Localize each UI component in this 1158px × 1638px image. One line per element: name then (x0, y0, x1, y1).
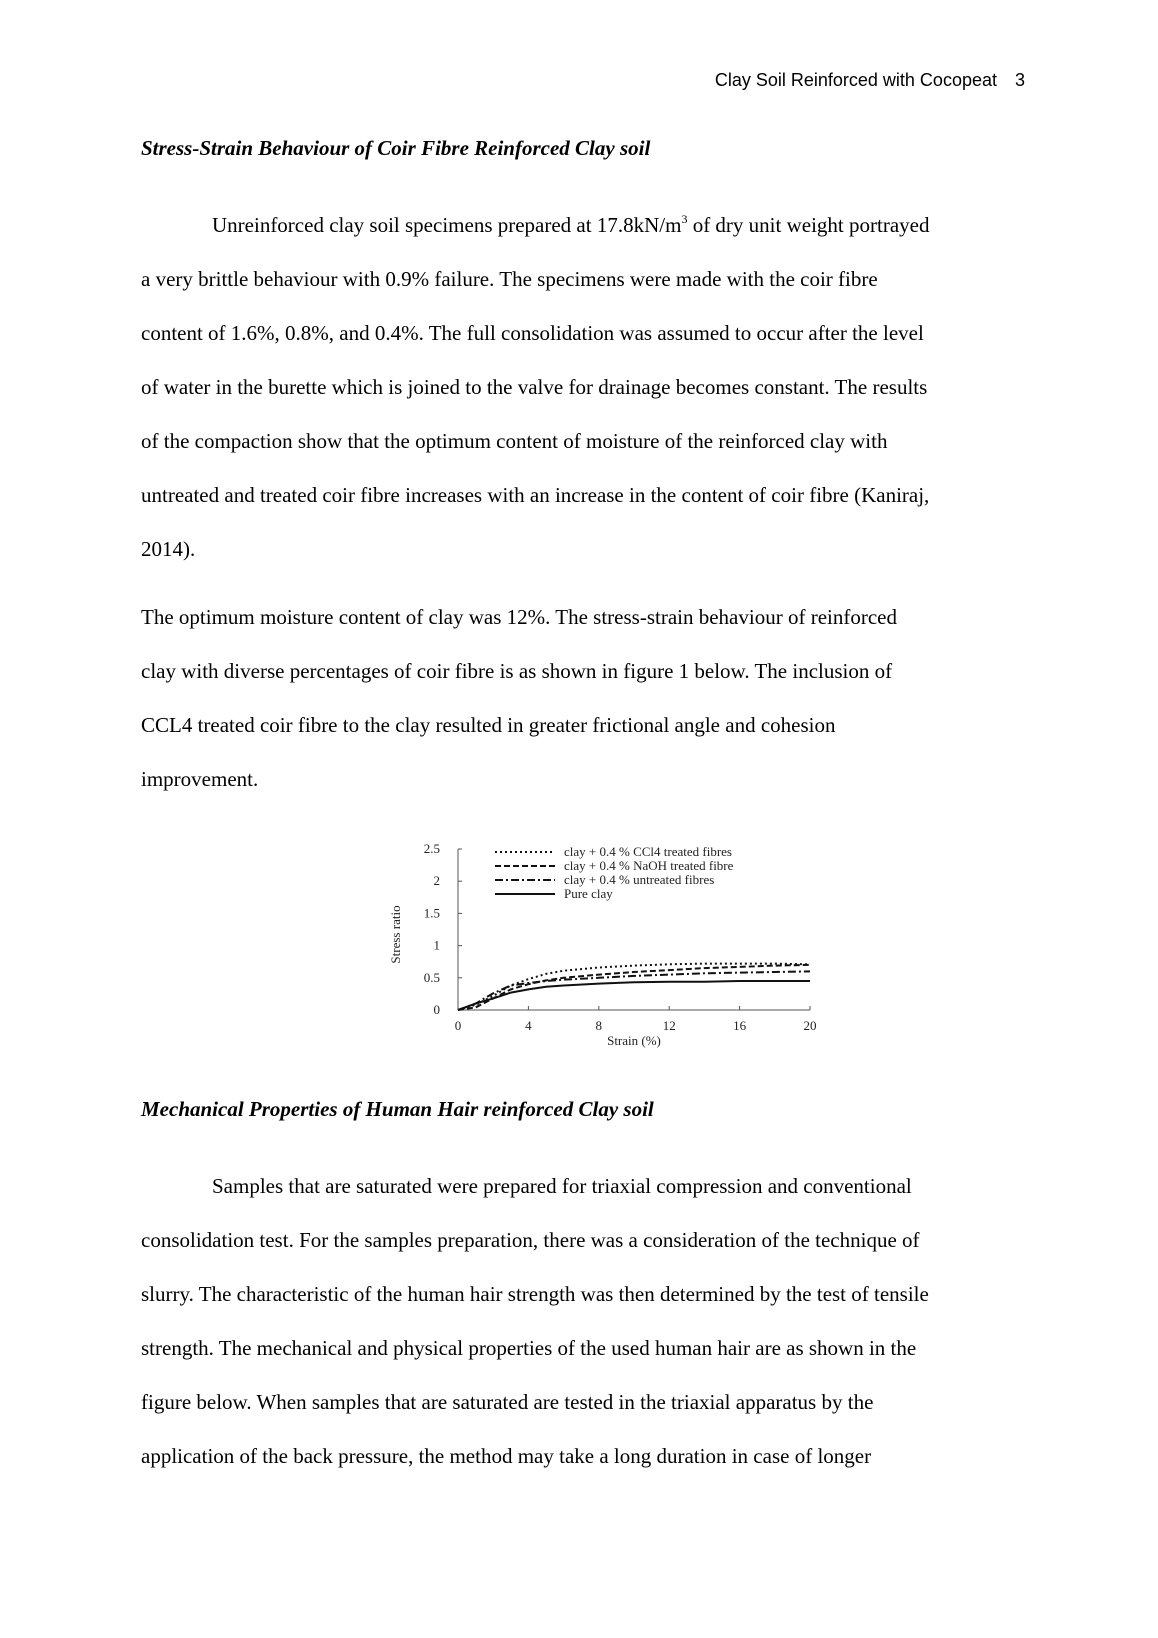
paragraph-line: strength. The mechanical and physical properties of the used human hair are as shown in the (141, 1336, 917, 1360)
stress-strain-chart (380, 835, 830, 1065)
paragraph-line: The optimum moisture content of clay was 12%. The stress-strain behaviour of reinforced (141, 605, 897, 629)
x-tick-label: 12 (662, 1018, 676, 1033)
paragraph-line: application of the back pressure, the method may take a long duration in case of longer (141, 1444, 872, 1468)
paragraph-line: of the compaction show that the optimum content of moisture of the reinforced clay with (141, 429, 888, 453)
paragraph-line: clay with diverse percentages of coir fibre is as shown in figure 1 below. The inclusion of (141, 659, 893, 683)
series-line (458, 981, 810, 1010)
legend-label: clay + 0.4 % untreated fibres (564, 872, 715, 887)
x-tick-label: 16 (733, 1018, 747, 1033)
page-number: 3 (1014, 70, 1025, 90)
paragraph-hair-intro (141, 1159, 1031, 1483)
paragraph-line: consolidation test. For the samples preparation, there was a consideration of the technique of (141, 1228, 920, 1252)
paragraph-line (141, 198, 1031, 252)
section-heading-coir: Stress-Strain Behaviour of Coir Fibre Reinforced Clay soil (141, 136, 651, 160)
paragraph-coir-intro (141, 198, 1031, 576)
series-line (458, 964, 810, 1010)
paragraph-line: figure below. When samples that are saturated are tested in the triaxial apparatus by the (141, 1390, 874, 1414)
paragraph-line: Samples that are saturated were prepared for triaxial compression and conventional (212, 1174, 912, 1198)
x-tick-label: 4 (525, 1018, 532, 1033)
paragraph-line: improvement. (141, 767, 259, 791)
superscript: 3 (681, 212, 688, 226)
y-tick-label: 2 (433, 873, 440, 889)
paragraph-line: 2014). (141, 537, 196, 561)
running-title: Clay Soil Reinforced with Cocopeat (714, 70, 997, 90)
paragraph-line: content of 1.6%, 0.8%, and 0.4%. The full consolidation was assumed to occur after the level (141, 321, 924, 345)
paragraph-line: CCL4 treated coir fibre to the clay resulted in greater frictional angle and cohesion (141, 713, 836, 737)
x-axis-label: Strain (%) (607, 1033, 661, 1048)
paragraph-line: of water in the burette which is joined to the valve for drainage becomes constant. The results (141, 375, 928, 399)
text-run: Unreinforced clay soil specimens prepared at 17.8kN/m (212, 213, 682, 237)
series-line (458, 971, 810, 1010)
x-tick-label: 8 (595, 1018, 603, 1033)
legend-label: Pure clay (564, 886, 613, 901)
y-tick-label: 1.5 (423, 905, 440, 921)
y-axis-label: Stress ratio (388, 905, 403, 964)
paragraph-line: a very brittle behaviour with 0.9% failure. The specimens were made with the coir fibre (141, 267, 878, 291)
section-heading-hair: Mechanical Properties of Human Hair reinforced Clay soil (141, 1097, 654, 1121)
y-tick-label: 0 (433, 1002, 440, 1017)
legend-label: clay + 0.4 % CCl4 treated fibres (564, 844, 732, 859)
x-tick-label: 0 (454, 1018, 462, 1033)
y-tick-label: 0.5 (423, 969, 440, 985)
y-tick-label: 1 (433, 937, 440, 953)
y-tick-label: 2.5 (423, 841, 440, 856)
x-tick-label: 20 (803, 1018, 817, 1033)
text-run: of dry unit weight portrayed (687, 213, 930, 237)
legend-label: clay + 0.4 % NaOH treated fibre (564, 858, 734, 873)
paragraph-line: slurry. The characteristic of the human hair strength was then determined by the test of tensile (141, 1282, 929, 1306)
paragraph-line: untreated and treated coir fibre increases with an increase in the content of coir fibre (Kaniraj, (141, 483, 930, 507)
paragraph-coir-moisture (141, 590, 1031, 806)
running-head (715, 70, 1025, 91)
